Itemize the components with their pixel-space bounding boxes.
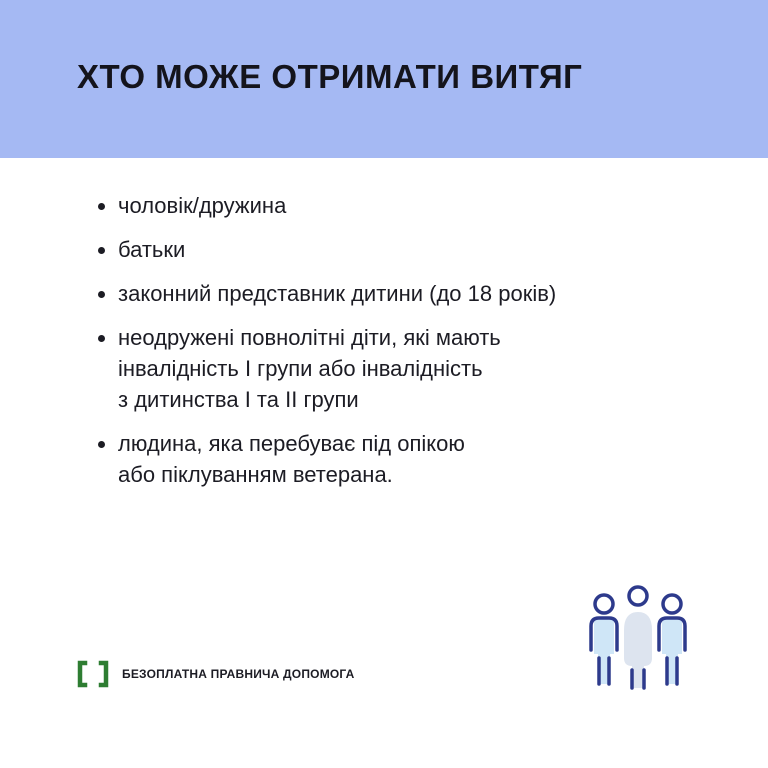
center-person-figure [624, 587, 652, 688]
bullet-icon [98, 291, 105, 298]
right-person-figure [659, 595, 685, 684]
header-banner [0, 0, 768, 158]
list-item-text: чоловік/дружина [118, 193, 287, 218]
organization-logo [76, 660, 355, 688]
list-item-text: інвалідність І групи або інвалідність [118, 356, 483, 381]
list-item-text: неодружені повнолітні діти, які мають [118, 325, 501, 350]
list-item [98, 322, 698, 415]
list-item [98, 190, 698, 221]
page-title: ХТО МОЖЕ ОТРИМАТИ ВИТЯГ [77, 58, 583, 95]
bullet-icon [98, 203, 105, 210]
bullet-icon [98, 335, 105, 342]
bullet-icon [98, 441, 105, 448]
list-item-text: або піклуванням ветерана. [118, 462, 393, 487]
left-person-figure [591, 595, 617, 684]
list-item-text: батьки [118, 237, 186, 262]
people-group-icon [582, 584, 694, 694]
brackets-logo-icon [76, 660, 110, 688]
list-item-text: людина, яка перебуває під опікою [118, 431, 465, 456]
list-item-text: законний представник дитини (до 18 років) [118, 281, 557, 306]
list-item [98, 278, 698, 309]
organization-name: БЕЗОПЛАТНА ПРАВНИЧА ДОПОМОГА [122, 667, 355, 681]
eligible-persons-list [98, 190, 698, 503]
list-item-text: з дитинства І та ІІ групи [118, 387, 359, 412]
bullet-icon [98, 247, 105, 254]
list-item [98, 234, 698, 265]
list-item [98, 428, 698, 490]
